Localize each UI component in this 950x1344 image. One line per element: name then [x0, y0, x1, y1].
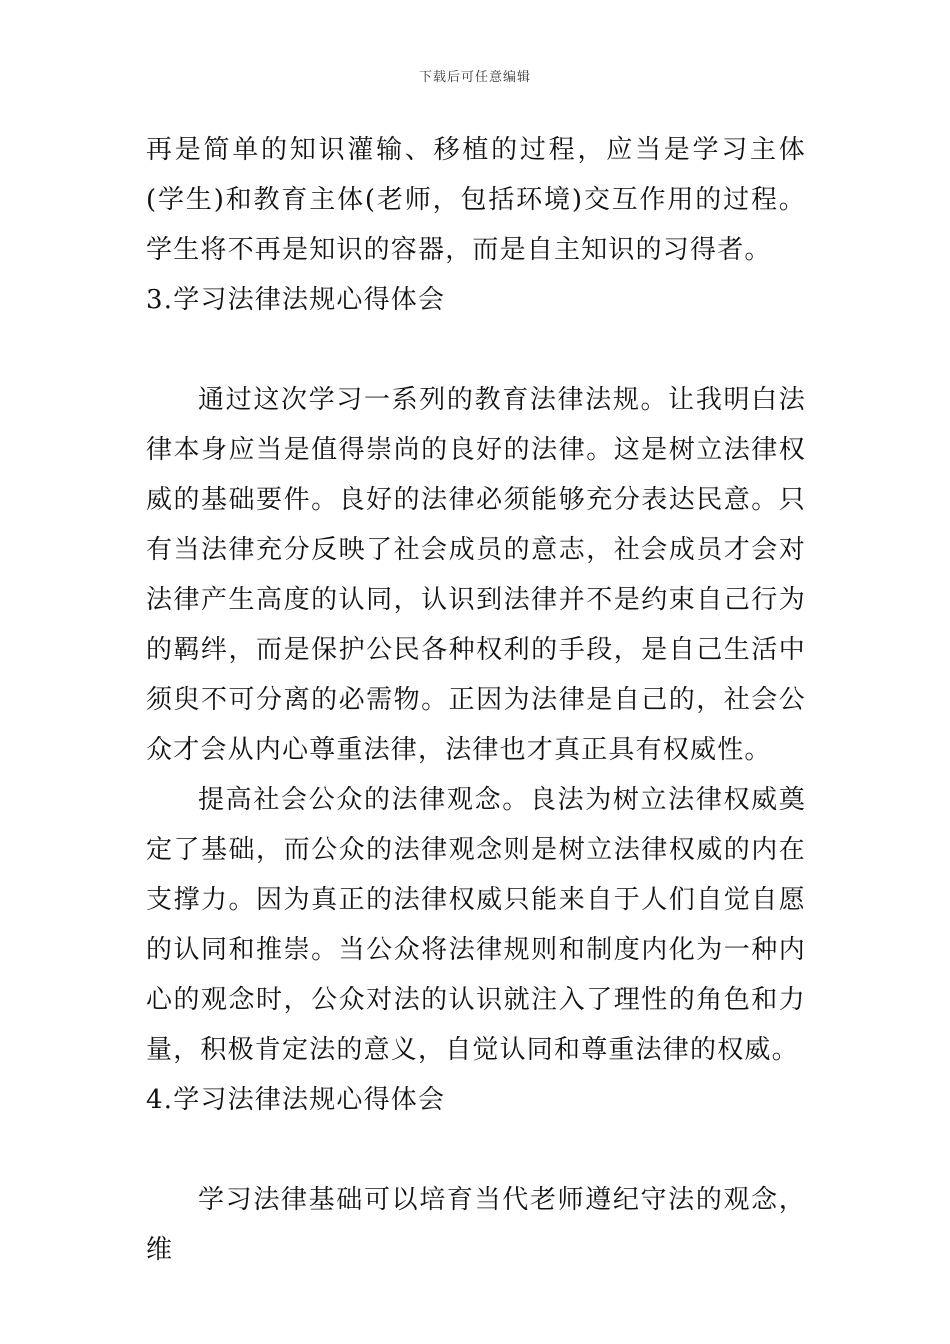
blank-line — [146, 325, 806, 375]
paragraph-3-1: 通过这次学习一系列的教育法律法规。让我明白法律本身应当是值得崇尚的良好的法律。这是树立法律权威的基础要件。良好的法律必须能够充分表达民意。只有当法律充分反映了社会成员的意志，社会成员才会对法律产生高度的认同，认识到法律并不是约束自己行为的羁绊，而是保护公民各种权利的手段，是自己生活中须臾不可分离的必需物。正因为法律是自己的，社会公众才会从内心尊重法律，法律也才真正具有权威性。 — [146, 385, 806, 765]
paragraph-continued: 再是简单的知识灌输、移植的过程，应当是学习主体(学生)和教育主体(老师，包括环境)交互作用的过程。学生将不再是知识的容器，而是自主知识的习得者。 — [146, 135, 806, 265]
blank-line — [146, 1125, 806, 1175]
section-heading-3: 3.学习法律法规心得体会 — [146, 285, 446, 315]
paragraph-3-2: 提高社会公众的法律观念。良法为树立法律权威奠定了基础，而公众的法律观念则是树立法律权威的内在支撑力。因为真正的法律权威只能来自于人们自觉自愿的认同和推崇。当公众将法律规则和制度内化为一种内心的观念时，公众对法的认识就注入了理性的角色和力量，积极肯定法的意义，自觉认同和尊重法律的权威。 — [146, 785, 806, 1065]
paragraph-4-1: 学习法律基础可以培育当代老师遵纪守法的观念，维 — [146, 1185, 806, 1265]
document-body — [146, 125, 806, 1275]
page-header-note: 下载后可任意编辑 — [418, 70, 531, 85]
section-heading-4: 4.学习法律法规心得体会 — [146, 1085, 446, 1115]
